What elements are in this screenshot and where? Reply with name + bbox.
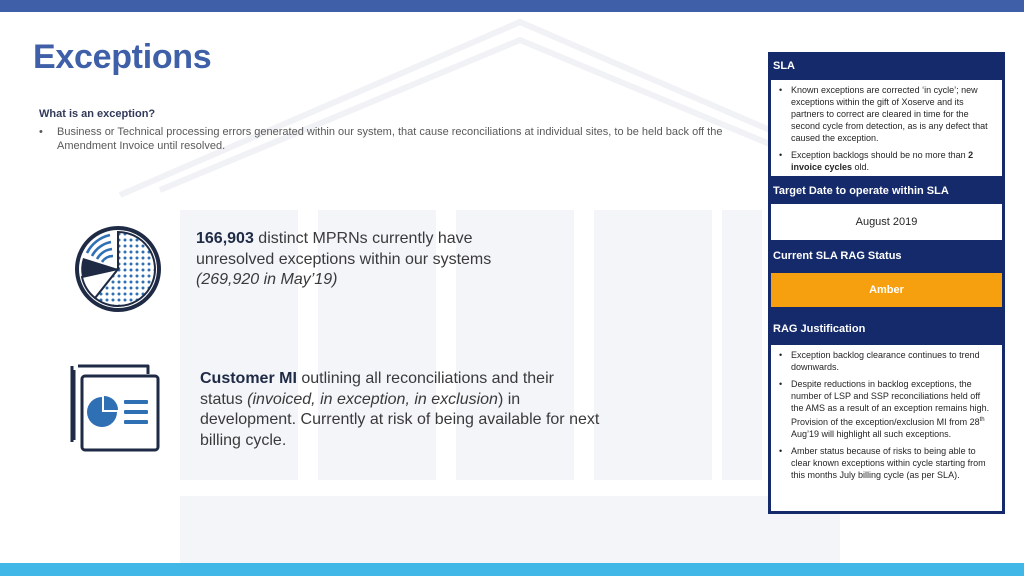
mi-lead: Customer MI [200, 370, 297, 387]
stat-statement [196, 229, 536, 291]
target-value: August 2019 [771, 204, 1002, 240]
sla-bullet-2 [779, 149, 994, 173]
justification-bullet-3: • Amber status because of risks to being able to clear known exceptions within cycle starting from this months July billing cycle (as per SLA). [779, 445, 994, 481]
report-document-icon [68, 362, 164, 454]
sla-panel [768, 52, 1005, 514]
mi-text-1: outlining all reconciliations and their status [200, 370, 554, 408]
stat-description: distinct MPRNs currently have unresolved exceptions within our systems [196, 230, 492, 268]
justification-bullets [771, 345, 1002, 481]
customer-mi-statement [200, 369, 600, 451]
sla-box [771, 80, 1002, 176]
justification-box [771, 345, 1002, 511]
sla-bullet-1: • Known exceptions are corrected ‘in cycle’; new exceptions within the gift of Xoserve and its partners to correct are cleared in time for the second cycle from detection, as is any defect that caused the exception. [779, 84, 994, 144]
definition-heading: What is an exception? [39, 108, 156, 120]
justification-bullet-2-sup: th [979, 417, 985, 423]
sla-bullet-2-post: old. [852, 162, 870, 172]
sla-bullet-2-pre: Exception backlogs should be no more than [791, 150, 969, 160]
justification-bullet-2-pre: Despite reductions in backlog exceptions, the number of LSP and SSP reconciliations held off the AMS as a result of an exception remains high. Provision of the exception/exclusion MI from 28 [791, 379, 990, 427]
definition-bullet [39, 125, 759, 153]
sla-bullet-2-bold: 2 invoice cycles [791, 150, 974, 172]
bottom-accent-bar [0, 563, 1024, 576]
justification-heading: RAG Justification [773, 323, 866, 335]
definition-text: Business or Technical processing errors generated within our system, that cause reconciliations at individual sites, to be held back off the Amendment Invoice until resolved. [57, 126, 723, 152]
pie-chart-wifi-icon [74, 225, 162, 313]
justification-bullet-2 [779, 378, 994, 440]
stat-note: (269,920 in May’19) [196, 271, 338, 288]
target-heading: Target Date to operate within SLA [773, 185, 949, 197]
justification-bullet-2-post: Aug’19 will highlight all such exceptions. [791, 429, 952, 439]
stat-value: 166,903 [196, 230, 254, 247]
sla-heading: SLA [773, 60, 795, 72]
bullet-dot: • [39, 126, 43, 138]
sla-bullets [771, 80, 1002, 173]
mi-italic: (invoiced, in exception, in exclusion [247, 390, 498, 408]
mi-text-2: ) in development. Currently at risk of being available for next billing cycle. [200, 390, 600, 449]
status-badge: Amber [771, 273, 1002, 307]
page-title: Exceptions [33, 38, 212, 76]
justification-bullet-1: • Exception backlog clearance continues to trend downwards. [779, 349, 994, 373]
status-heading: Current SLA RAG Status [773, 250, 902, 262]
